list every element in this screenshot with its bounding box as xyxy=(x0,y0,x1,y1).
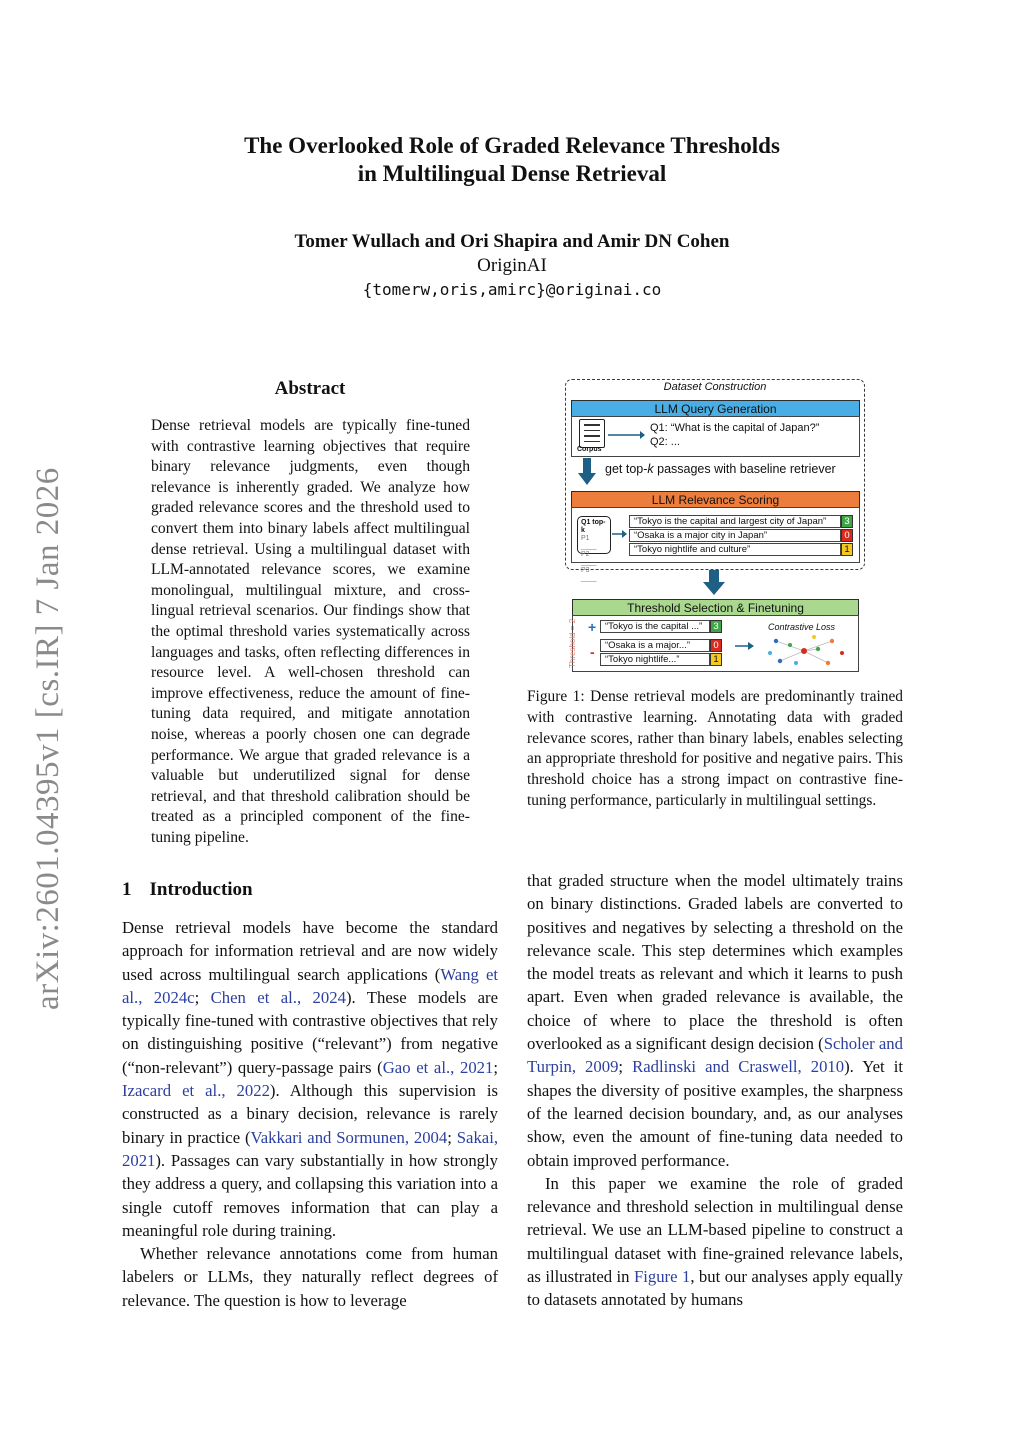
section-title: Introduction xyxy=(149,879,253,900)
down-arrow-icon xyxy=(577,458,597,486)
negative-sign: - xyxy=(590,644,595,660)
scored-passage-1: “Tokyo is the capital and largest city of Japan” xyxy=(629,515,841,528)
right-arrow-icon xyxy=(735,640,755,652)
q1-topk-box: Q1 top-k P1 ____ P2 ____ P3 ____ xyxy=(577,516,611,554)
intro-left-column xyxy=(122,916,498,1312)
corpus-label: Corpus xyxy=(577,446,602,453)
intro-paragraph-3: that graded structure when the model ultimately trains on binary distinctions. Graded labels are converted to positives and negatives by selecting a threshold on the relevance scale. This step determines which examples the model treats as relevant and which it learns to push apart. Even when graded relevance is available, the choice of where to place the threshold is often overlooked as a significant design decision (Scholer and Turpin, 2009; Radlinski and Craswell, 2010). Yet it shapes the diversity of positive examples, the sharpness of the learned decision boundary, and, as our analyses show, even the amount of fine-tuning data needed to obtain improved performance. xyxy=(527,871,903,1170)
down-arrow-icon xyxy=(703,570,725,596)
citation-link[interactable]: Chen et al., 2024 xyxy=(210,987,346,1007)
abstract-heading: Abstract xyxy=(274,378,346,399)
intro-paragraph-1: Dense retrieval models have become the standard approach for information retrieval and are now widely used across multilingual search applications (Wang et al., 2024c; Chen et al., 2024). These models are typically fine-tuned with contrastive objectives that rely on distinguishing positive (“relevant”) from negative (“non-relevant”) query-passage pairs (Gao et al., 2021; Izacard et al., 2022). Although this supervision is constructed as a binary decision, relevance is rarely binary in practice (Vakkari and Sormunen, 2004; Sakai, 2021). Passages can vary substantially in how strongly they address a query, and collapsing this variation into a single cutoff removes information that can play a meaningful role during training. xyxy=(122,918,499,1240)
scored-passage-2: “Osaka is a major city in Japan” xyxy=(629,529,841,542)
generated-queries xyxy=(650,421,819,449)
intro-paragraph-4: In this paper we examine the role of graded relevance and threshold selection in multilingual dense retrieval. We use an LLM-based pipeline to construct a multilingual dataset with fine-grained relevance labels, as illustrated in Figure 1, but our analyses apply equally to datasets annotated by humans xyxy=(527,1173,903,1310)
topk-retrieval-step: get top-k passages with baseline retriever xyxy=(605,462,836,476)
scored-passage-3: “Tokyo nightlife and culture” xyxy=(629,543,841,556)
right-arrow-icon xyxy=(606,430,646,440)
embedding-space-icon xyxy=(762,633,850,669)
query-1: Q1: “What is the capital of Japan?” xyxy=(650,422,820,434)
author-names: Tomer Wullach and Ori Shapira and Amir DN Cohen xyxy=(294,231,730,252)
citation-link[interactable]: Gao et al., 2021 xyxy=(382,1057,494,1077)
intro-paragraph-2: Whether relevance annotations come from human labelers or LLMs, they naturally reflect degrees of relevance. The question is how to leverage xyxy=(122,1244,498,1310)
relevance-score-2: 0 xyxy=(841,529,853,542)
author-block xyxy=(0,230,1024,302)
citation-link[interactable]: Izacard et al., 2022 xyxy=(122,1081,270,1101)
citation-link[interactable]: Wang et al., 2024c xyxy=(122,964,498,1007)
title-line-2: in Multilingual Dense Retrieval xyxy=(357,161,667,186)
negative-score-2: 1 xyxy=(710,653,722,666)
citation-link[interactable]: Scholer and Turpin, 2009 xyxy=(527,1034,903,1077)
threshold-finetuning-bar: Threshold Selection & Finetuning xyxy=(572,599,859,617)
relevance-scoring-bar: LLM Relevance Scoring xyxy=(571,491,860,509)
threshold-label: Threshold = 2 xyxy=(568,618,577,668)
corpus-document-icon xyxy=(579,419,605,448)
section-number: 1 xyxy=(122,879,132,900)
negative-score-1: 0 xyxy=(710,639,722,652)
relevance-score-1: 3 xyxy=(841,515,853,528)
contrastive-loss-label: Contrastive Loss xyxy=(768,622,836,632)
positive-sign: + xyxy=(588,619,597,635)
right-arrow-icon xyxy=(612,528,628,540)
abstract-text: Dense retrieval models are typically fine-tuned with contrastive learning objectives that require binary relevance judgments, even though relevance is inherently graded. We analyze how graded relevance scores and the threshold used to convert them into binary labels affect multilingual dense retrieval. Using a multilingual dataset with LLM-annotated relevance scores, we examine monolingual, multilingual mixture, and cross-lingual retrieval scenarios. Our findings show that the optimal threshold varies systematically across languages and tasks, often reflecting differences in resource level. A well-chosen threshold can improve effectiveness, reduce the amount of fine-tuning data required, and mitigate annotation noise, whereas a poorly chosen one can degrade performance. We argue that graded relevance is a valuable but underutilized signal for dense retrieval, and that threshold calibration should be treated as a principled component of the fine-tuning pipeline. xyxy=(151,417,470,846)
affiliation: OriginAI xyxy=(477,255,547,276)
paper-title xyxy=(0,132,1024,188)
citation-link[interactable]: Vakkari and Sormunen, 2004 xyxy=(250,1127,448,1147)
title-line-1: The Overlooked Role of Graded Relevance Thresholds xyxy=(244,133,780,158)
query-generation-bar: LLM Query Generation xyxy=(571,400,860,418)
figure-caption: Figure 1: Dense retrieval models are predominantly trained with contrastive learning. Annotating data with graded relevance scores, rather than binary labels, enables selecting an appropriate threshold for positive and negative pairs. This threshold choice has a strong impact on contrastive fine-tuning performance, particularly in multilingual settings. xyxy=(527,688,903,809)
positive-score: 3 xyxy=(710,620,722,633)
query-2: Q2: ... xyxy=(650,436,680,448)
citation-link[interactable]: Radlinski and Craswell, 2010 xyxy=(632,1057,845,1077)
intro-right-column xyxy=(527,869,903,1312)
positive-passage: “Tokyo is the capital ...” xyxy=(600,620,710,633)
negative-passage-2: “Tokyo nightlife...” xyxy=(600,653,710,666)
section-heading xyxy=(122,879,253,901)
figure-ref-link[interactable]: Figure 1 xyxy=(633,1267,691,1287)
author-email[interactable]: {tomerw,oris,amirc}@originai.co xyxy=(362,280,662,299)
citation-link[interactable]: Sakai, 2021 xyxy=(122,1127,498,1170)
negative-passage-1: “Osaka is a major...” xyxy=(600,639,710,652)
arxiv-stamp: arXiv:2601.04395v1 [cs.IR] 7 Jan 2026 xyxy=(30,467,66,1010)
dataset-construction-title: Dataset Construction xyxy=(663,381,767,393)
relevance-score-3: 1 xyxy=(841,543,853,556)
